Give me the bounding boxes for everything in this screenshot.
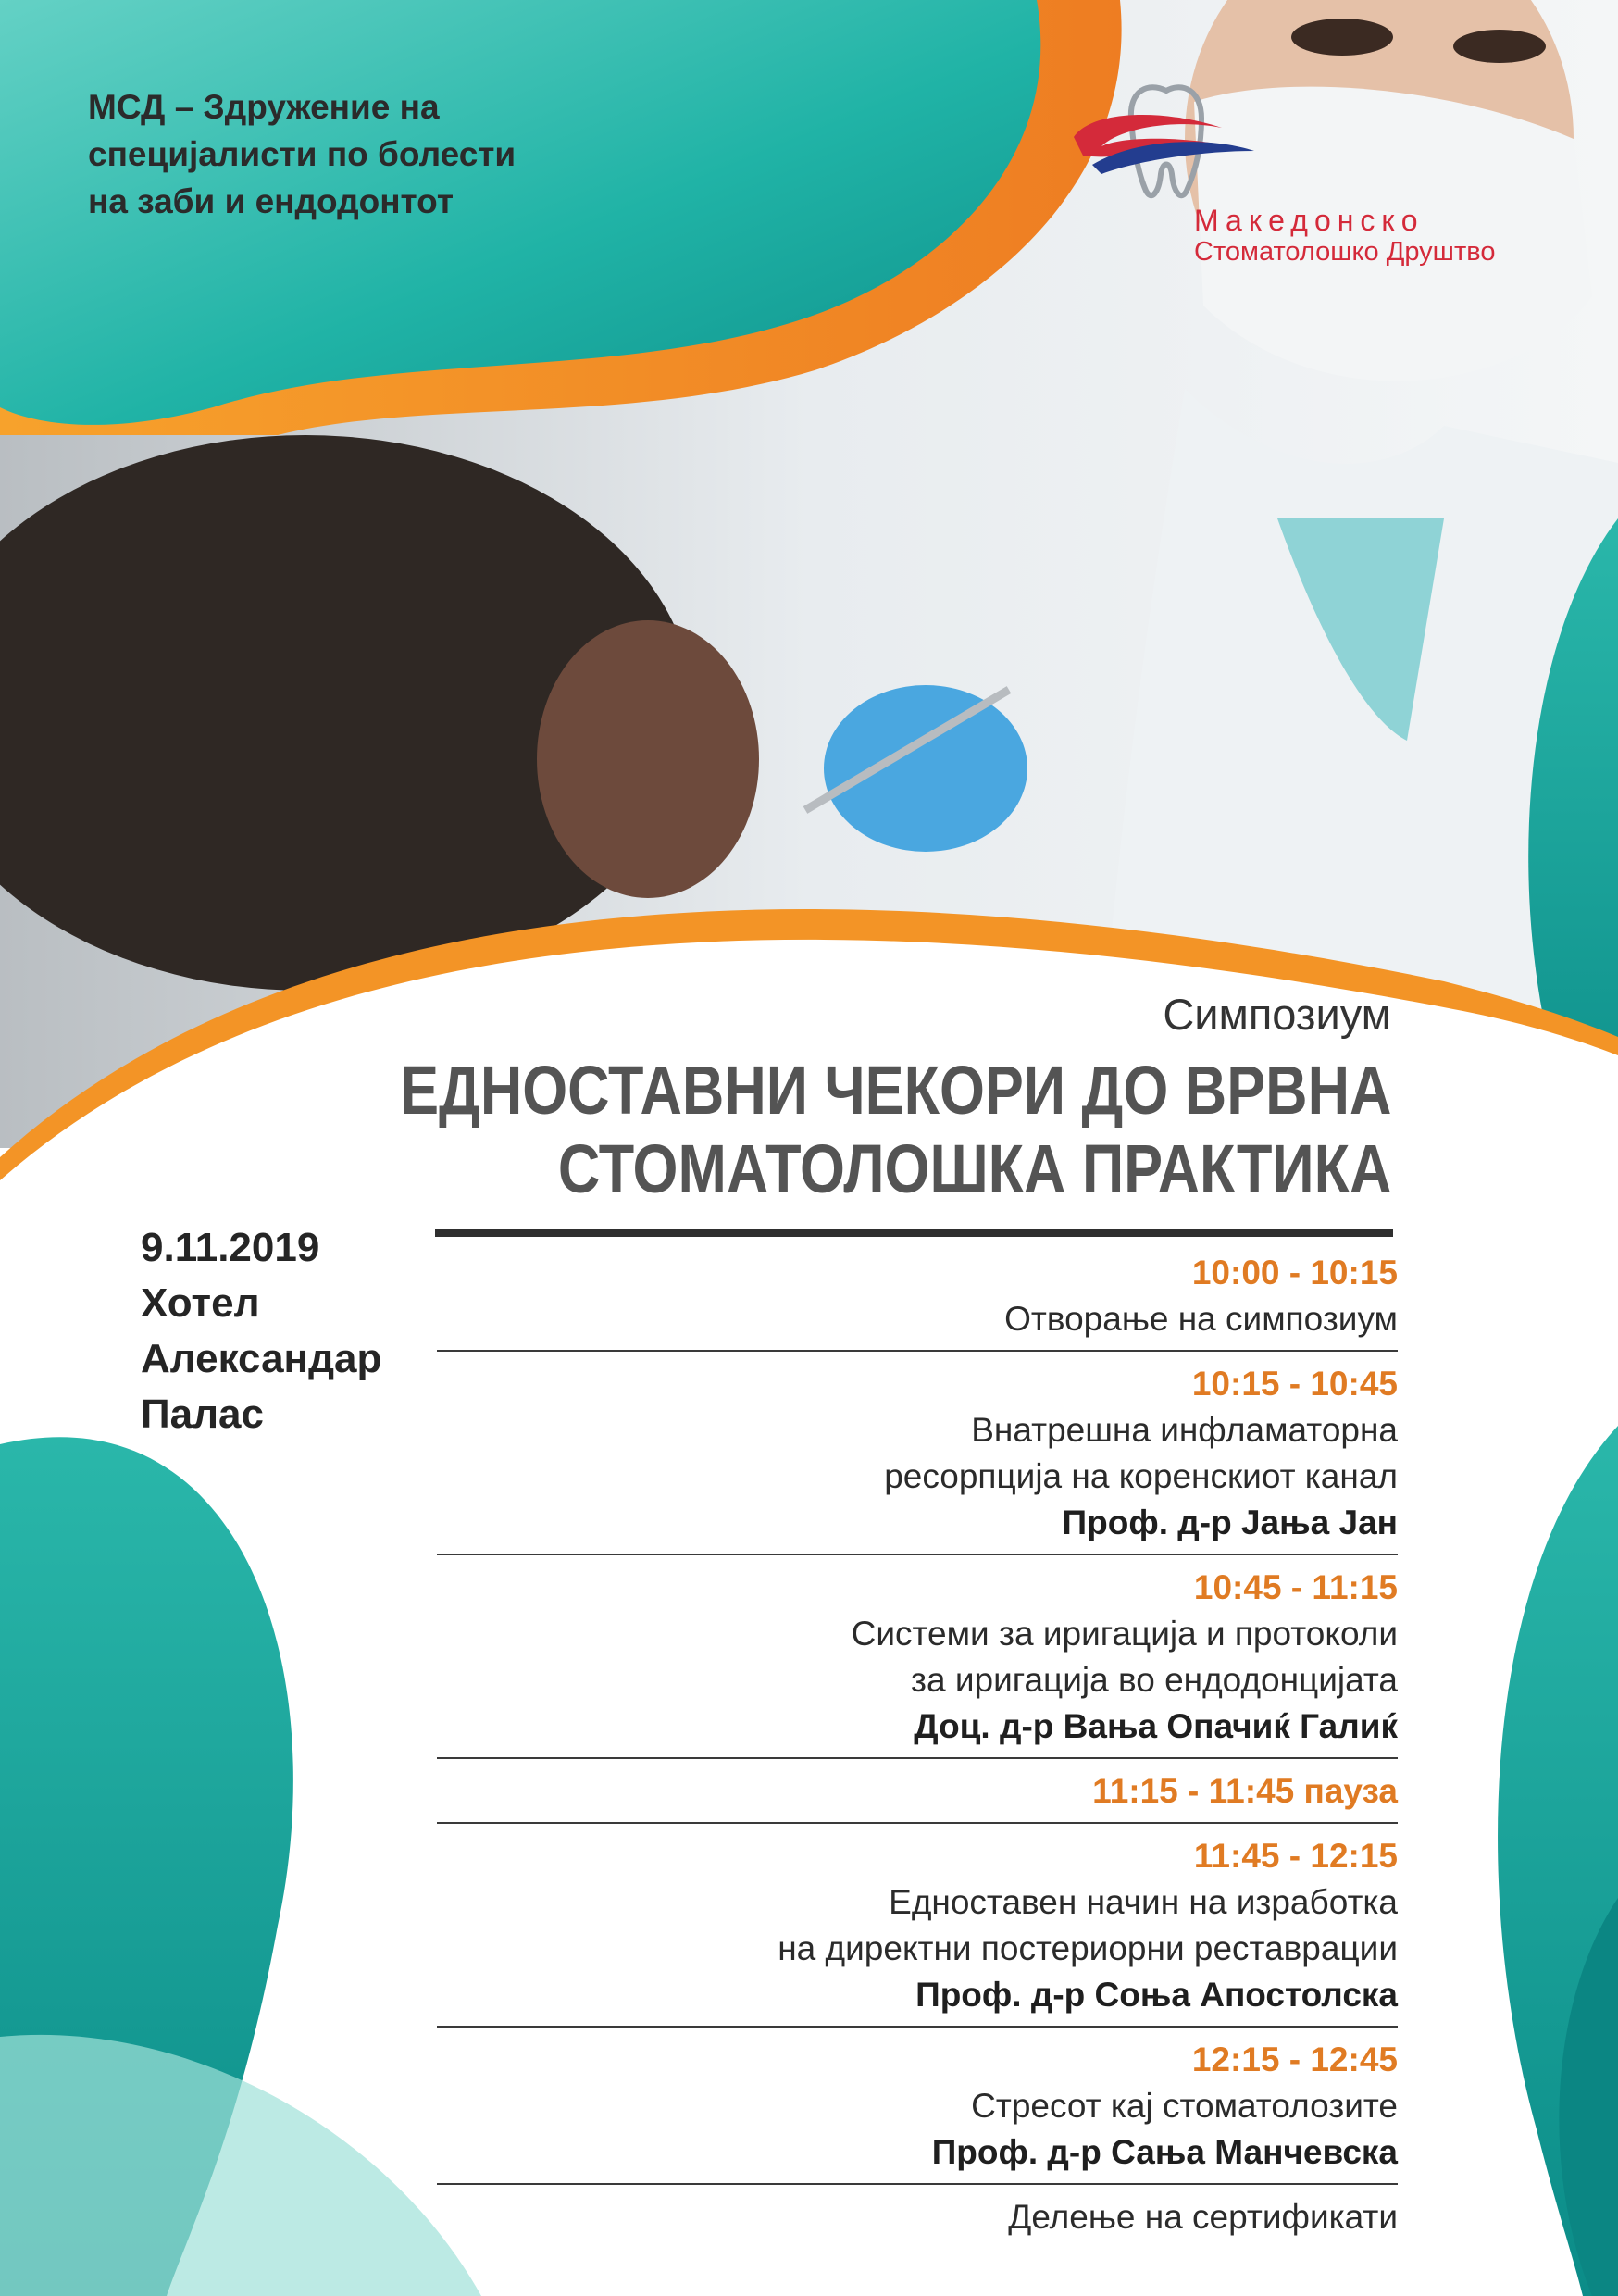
agenda-item — [437, 2028, 1398, 2185]
agenda-title-line: ресорпција на коренскиот канал — [884, 1457, 1398, 1495]
agenda-title-line: Внатрешна инфламаторна — [971, 1411, 1398, 1449]
event-date: 9.11.2019 — [141, 1225, 320, 1270]
event-type: Симпозиум — [1163, 990, 1391, 1039]
organization-name — [88, 83, 606, 225]
organization-line: МСД – Здружение на — [88, 88, 440, 126]
agenda-item — [437, 1241, 1398, 1352]
agenda-speaker: Проф. д-р Соња Апостолска — [915, 1976, 1398, 2014]
agenda-speaker: Проф. д-р Јања Јан — [1062, 1504, 1398, 1541]
agenda-speaker: Доц. д-р Вања Опачиќ Галиќ — [914, 1707, 1398, 1745]
agenda-list — [437, 1241, 1398, 2248]
society-logo — [1064, 81, 1546, 285]
gloved-hand — [824, 685, 1027, 852]
venue-line: Александар — [141, 1336, 382, 1381]
agenda-time: 12:15 - 12:45 — [1191, 2040, 1398, 2078]
venue-line: Хотел — [141, 1280, 260, 1326]
agenda-item — [437, 1824, 1398, 2028]
agenda-time: 11:45 - 12:15 — [1193, 1837, 1398, 1875]
agenda-title-line: Едноставен начин на изработка — [889, 1883, 1398, 1921]
event-title-line: СТОМАТОЛОШКА ПРАКТИКА — [557, 1130, 1391, 1207]
agenda-time: 10:00 - 10:15 — [1191, 1254, 1398, 1292]
agenda-title-line: Системи за иригација и протоколи — [851, 1615, 1398, 1653]
event-venue — [141, 1220, 381, 1442]
event-title-line: ЕДНОСТАВНИ ЧЕКОРИ ДО ВРВНА — [399, 1052, 1391, 1129]
agenda-time: 11:15 - 11:45 пауза — [1092, 1772, 1398, 1810]
agenda-item-break — [437, 1759, 1398, 1824]
agenda-time: 10:15 - 10:45 — [1191, 1365, 1398, 1403]
logo-text-line2: Стоматолошко Друштво — [1194, 237, 1496, 267]
agenda-item — [437, 1352, 1398, 1555]
tooth-logo-icon — [1064, 81, 1277, 211]
agenda-title-line: Отворање на симпозиум — [1004, 1300, 1398, 1338]
agenda-item — [437, 1555, 1398, 1759]
organization-line: на заби и ендодонтот — [88, 182, 454, 220]
agenda-item — [437, 2185, 1398, 2248]
title-divider — [435, 1229, 1393, 1237]
agenda-title-line: Делење на сертификати — [1008, 2198, 1398, 2236]
organization-line: специјалисти по болести — [88, 135, 517, 173]
event-title — [400, 1051, 1391, 1208]
agenda-time: 10:45 - 11:15 — [1193, 1568, 1398, 1606]
agenda-title-line: на директни постериорни реставрации — [778, 1929, 1398, 1967]
agenda-title-line: за иригација во ендодонцијата — [911, 1661, 1398, 1699]
logo-text-line1: Македонско — [1194, 204, 1425, 237]
agenda-speaker: Проф. д-р Сања Манчевска — [931, 2133, 1398, 2171]
agenda-title-line: Стресот кај стоматолозите — [971, 2087, 1398, 2125]
venue-line: Палас — [141, 1391, 264, 1437]
